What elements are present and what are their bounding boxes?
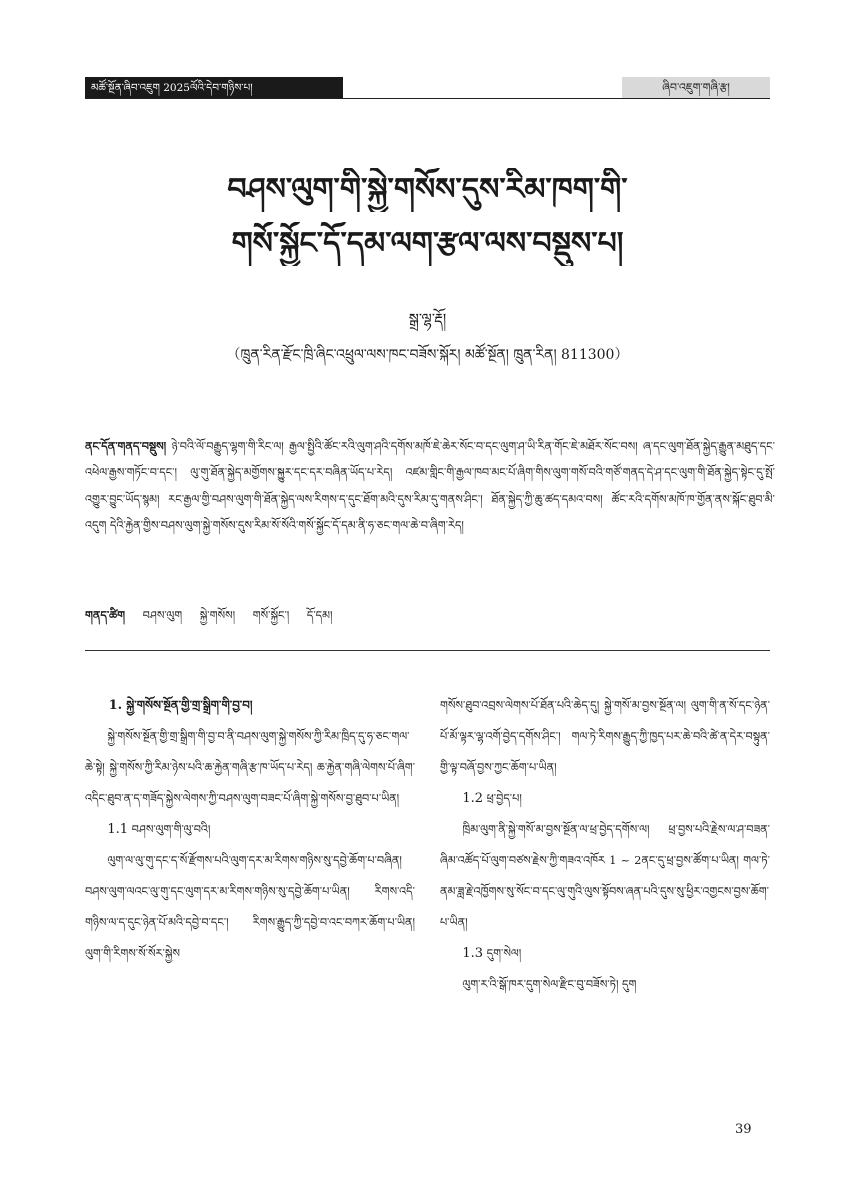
subsection-title: བཤས་ལུག་གི་ལུ་བའི། (131, 823, 211, 836)
subsection-number: 1.2 (462, 791, 484, 806)
section-heading (85, 690, 415, 721)
keyword: དོ་དམ། (306, 609, 333, 622)
subsection-heading (85, 814, 415, 845)
journal-header: མཚོ་སྔོན་ཞིབ་འཇུག 2025ལོའི་དེབ་གཉིས་པ། (85, 77, 343, 99)
paragraph: སྐྱེ་གསོས་སྔོན་གྱི་གྲ་སྒྲིག་གི་བྱ་བ་ནི་བཤས་ལུག་སྐྱེ་གསོས་ཀྱི་རིམ་ཁྲིད་དུ་ཧ་ཅང་གལ་ཆེ་སྟེ། སྐྱེ་གསོས་ཀྱི་རིམ་ཉེས་པའི་ཆ་རྐྱེན་གཞི་རྩ་ཁ་ཡོད་པ་རེད། ཆ་རྐྱེན་གཞི་ལེགས་པོ་ཞིག་འདིང་ཐུབ་ན་ད་གཟོད་སྐྱེས་ལེགས་ཀྱི་བཤས་ལུག་བཟང་པོ་ཞིག་སྐྱེ་གསོས་བྱ་ཐུབ་པ་ཡིན། (85, 730, 415, 805)
subsection-title: ཕྲ་བྱེད་པ། (486, 792, 522, 805)
abstract-label: ནང་དོན་གནད་བསྡུས། (85, 439, 167, 453)
header-rule (85, 98, 770, 99)
section-label: ཞིབ་འཇུག་གཞི་རྩ། (622, 77, 770, 98)
left-column (85, 690, 415, 969)
keyword: སྐྱེ་གསོས། (199, 609, 236, 622)
right-column (440, 690, 770, 1000)
affiliation: （ཁྲུན་རིན་རྫོང་ཁྲི་ཞིང་འཕྲུལ་ལས་ཁང་བཟོས་སྐོར། མཚོ་སྔོན། ཁྲུན་རིན། 811300） (226, 347, 629, 363)
title-line-1: བཤས་ལུག་གི་སྐྱེ་གསོས་དུས་རིམ་ཁག་གི་ (227, 172, 628, 207)
subsection-title: དུག་སེལ། (486, 947, 522, 960)
keywords (85, 602, 775, 629)
subsection-heading (440, 938, 770, 969)
section-divider (85, 650, 770, 651)
paragraph: ལུག་ར་འི་སྒོ་ཁར་དུག་སེལ་རྫིང་བུ་བཟོས་ཏེ། དུག (462, 978, 637, 991)
subsection-number: 1.1 (107, 822, 129, 837)
paragraph: གསོས་ཐུབ་འབྲས་ལེགས་པོ་ཐོན་པའི་ཆེད་དུ། སྐྱེ་གསོ་མ་བྱས་སྔོན་ལ། ལུག་གི་ན་སོ་དང་ཉེན་པོ་མོ་ལྟར་ལྷ་འགོ་བྱེད་དགོས་ཤིང་། གལ་ཏེ་རིགས་རྒྱུད་ཀྱི་ཁྱད་པར་ཆེ་བའི་ཚེ་ན་དེར་བསྟུན་གྱི་ལྟ་བཞོ་བྱས་ཀྱང་ཆོག་པ་ཡིན། (440, 699, 770, 774)
keyword: བཤས་ལུག (142, 609, 183, 622)
paragraph: ཁྲིམ་ལུག་ནི་སྐྱེ་གསོ་མ་བྱས་སྔོན་ལ་ཕྲ་བྱེད་དགོས་ལ། ཕྲ་བྱས་པའི་རྗེས་ལ་ཤ་བཟན་ཞིམ་འཚོད་པོ་ལུག་བཙས་རྗེས་ཀྱི་གཟའ་འཁོར 1 ~ 2ནང་དུ་ཕྲ་བྱས་ཚོག་པ་ཡིན། གལ་ཏེ་ནམ་ཟླ་རྗེ་འཁྱོགས་སུ་སོང་བ་དང་ལུ་གུའི་ལུས་སྟོབས་ཞན་པའི་དུས་སུ་ཕྱིར་འགྱངས་བྱས་ཆོག་པ་ཡིན། (440, 823, 770, 929)
keyword: གསོ་སྐྱོང་། (252, 609, 290, 622)
keywords-label: གནད་ཚིག (85, 608, 126, 622)
author: སྒྲ་ལྷ་རྡོ། (408, 310, 447, 328)
abstract-text: ཉེ་བའི་ལོ་བརྒྱུད་ལྷག་གི་རིང་ལ། རྒྱལ་སྤྱིའི་ཚོང་རའི་ལུག་ཤའི་དགོས་མཁོ་ཇེ་ཆེར་སོང་བ་དང་ལུག་ཤ་ཡི་རིན་གོང་ཇེ་མཐོར་སོང་བས། ཞ་དང་ལུག་ཐོན་སྐྱེད་རྒྱུན་མཐུད་དང་འཕེལ་རྒྱས་གཏོང་བ་དང་། ལུ་གུ་ཐོན་སྐྱེད་མགྱོགས་སྐྱུར་དང་དར་བཞིན་ཡོད་པ་རེད། འཛམ་གླིང་གི་རྒྱལ་ཁབ་མང་པོ་ཞིག་གིས་ལུག་གསོ་བའི་གཙོ་གནད་དེ་ཤ་དང་ལུག་གི་ཐོན་སྐྱེད་སྟེང་དུ་སྤོ་འགྱུར་བྱུང་ཡོད་སྙམ། རང་རྒྱལ་གྱི་བཤས་ལུག་གི་ཐོན་སྐྱེད་ལས་རིགས་ད་དུང་ཐོག་མའི་དུས་རིམ་དུ་གནས་ཤིང་། ཐོན་སྐྱེད་ཀྱི་ཆུ་ཚད་དམའ་བས། ཚོང་རའི་དགོས་མཁོ་ཁ་གྱོན་ནས་སྐོང་ཐུབ་མི་འདུག དེའི་རྐྱེན་གྱིས་བཤས་ལུག་སྐྱེ་གསོས་དུས་རིམ་སོ་སོའི་གསོ་སྐྱོང་དོ་དམ་ནི་ཧ་ཅང་གལ་ཆེ་བ་ཞིག་རེད། (85, 440, 775, 532)
paragraph: ལུག་ལ་ལུ་གུ་དང་ད་སོ་རྫོགས་པའི་ལུག་དར་མ་རིགས་གཉིས་སུ་དབྱེ་ཆོག་པ་བཞིན། བཤས་ལུག་ལའང་ལུ་གུ་དང་ལུག་དར་མ་རིགས་གཉིས་སུ་དབྱེ་ཆོག་པ་ཡིན། རིགས་འདི་གཉིས་ལ་ད་དུང་ཉེན་པོ་མའི་དབྱེ་བ་དང་། རིགས་རྒྱུད་ཀྱི་དབྱེ་བ་འང་བཀར་ཆོག་པ་ཡིན། ལུག་གི་རིགས་སོ་སོར་སྐྱེས (85, 854, 415, 960)
section-number: 1. (108, 698, 123, 713)
subsection-heading (440, 783, 770, 814)
page-number: 39 (735, 1122, 752, 1137)
abstract (85, 433, 775, 539)
subsection-number: 1.3 (462, 946, 484, 961)
section-title: སྐྱེ་གསོས་སྔོན་གྱི་གྲ་སྒྲིག་གི་བྱ་བ། (126, 698, 253, 712)
title-line-2: གསོ་སྐྱོང་དོ་དམ་ལག་རྩལ་ལས་བསྡུས་པ། (231, 226, 624, 261)
